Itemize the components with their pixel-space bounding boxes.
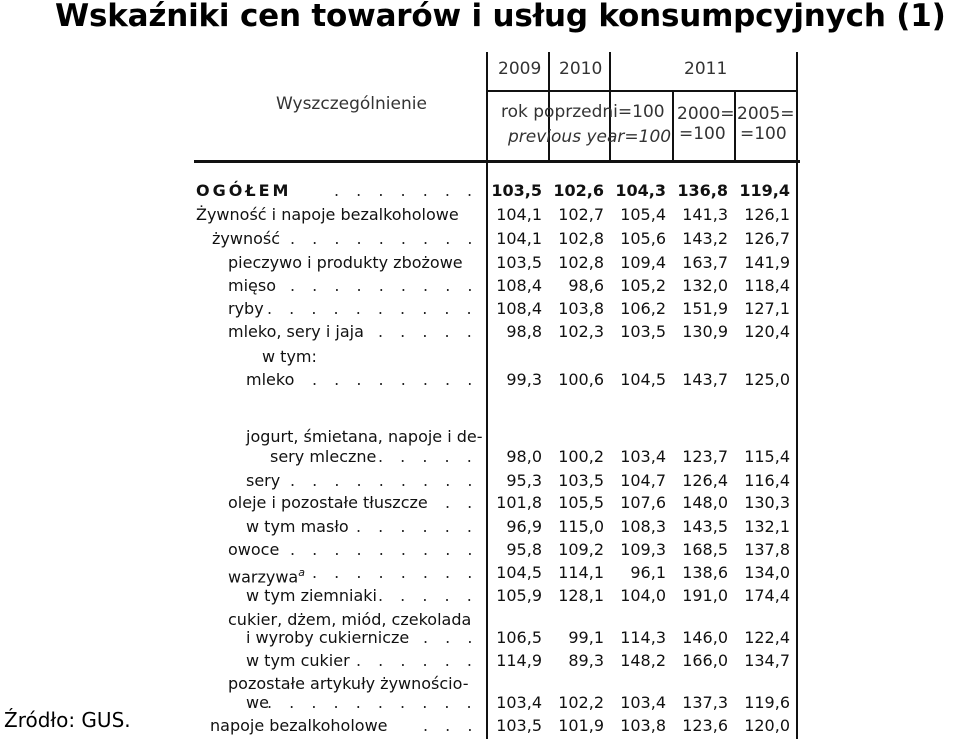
table-cell: 115,4 bbox=[744, 447, 790, 466]
table-cell: 120,4 bbox=[744, 322, 790, 341]
row-label: cukier, dżem, miód, czekolada bbox=[228, 610, 472, 629]
table-cell: 123,6 bbox=[682, 716, 728, 735]
table-cell: 128,1 bbox=[558, 586, 604, 605]
row-label: pieczywo i produkty zbożowe bbox=[228, 253, 463, 272]
table-cell: 123,7 bbox=[682, 447, 728, 466]
table-cell: 137,8 bbox=[744, 540, 790, 559]
table-cell: 105,9 bbox=[496, 586, 542, 605]
leader-dots: . . . . . . . . bbox=[312, 563, 479, 582]
row-label: napoje bezalkoholowe bbox=[210, 716, 388, 735]
table-cell: 103,5 bbox=[496, 253, 542, 272]
table-cell: 106,5 bbox=[496, 628, 542, 647]
table-cell: 148,2 bbox=[620, 651, 666, 670]
table-cell: 143,2 bbox=[682, 229, 728, 248]
table-cell: 103,4 bbox=[620, 447, 666, 466]
base-previous-year-pl: rok poprzedni=100 bbox=[501, 102, 665, 122]
row-label: oleje i pozostałe tłuszcze bbox=[228, 493, 428, 512]
table-cell: 106,2 bbox=[620, 299, 666, 318]
table-cell: 102,7 bbox=[558, 205, 604, 224]
table-cell: 102,8 bbox=[558, 229, 604, 248]
leader-dots: . . . . . . . . . bbox=[290, 229, 479, 248]
column-rule bbox=[672, 92, 674, 162]
table-cell: 101,8 bbox=[496, 493, 542, 512]
table-cell: 103,4 bbox=[496, 693, 542, 712]
table-cell: 115,0 bbox=[558, 517, 604, 536]
table-cell: 134,7 bbox=[744, 651, 790, 670]
table-cell: 119,6 bbox=[744, 693, 790, 712]
leader-dots: . . . . . . . bbox=[334, 181, 479, 200]
table-cell: 104,5 bbox=[620, 370, 666, 389]
row-label: w tym masło bbox=[246, 517, 349, 536]
row-label: warzywa$^a$ bbox=[228, 566, 305, 587]
table-cell: 127,1 bbox=[744, 299, 790, 318]
table-cell: 95,3 bbox=[506, 471, 542, 490]
table-cell: 126,1 bbox=[744, 205, 790, 224]
table-cell: 105,6 bbox=[620, 229, 666, 248]
row-label: sery mleczne bbox=[270, 447, 377, 466]
row-label: i wyroby cukiernicze bbox=[246, 628, 410, 647]
table-cell: 104,1 bbox=[496, 229, 542, 248]
row-label: pozostałe artykuły żywnościo- bbox=[228, 674, 469, 693]
base-previous-year-en: previous year=100 bbox=[508, 127, 672, 147]
leader-dots: . . . . . . . . . . bbox=[267, 693, 478, 712]
column-label: Wyszczególnienie bbox=[276, 94, 427, 114]
table-cell: 103,5 bbox=[620, 322, 666, 341]
table-cell: 125,0 bbox=[744, 370, 790, 389]
table-cell: 137,3 bbox=[682, 693, 728, 712]
table-cell: 102,3 bbox=[558, 322, 604, 341]
column-rule bbox=[734, 92, 736, 162]
row-label: mięso bbox=[228, 276, 276, 295]
row-label: mleko bbox=[246, 370, 295, 389]
table-cell: 99,3 bbox=[506, 370, 542, 389]
table-cell: 130,3 bbox=[744, 493, 790, 512]
leader-dots: . . . . . . . . . bbox=[290, 471, 479, 490]
table-cell: 114,9 bbox=[496, 651, 542, 670]
table-cell: 100,6 bbox=[558, 370, 604, 389]
leader-dots: . . . bbox=[423, 716, 479, 735]
table-cell: 99,1 bbox=[568, 628, 604, 647]
table-cell: 191,0 bbox=[682, 586, 728, 605]
table-cell: 122,4 bbox=[744, 628, 790, 647]
table-cell: 105,5 bbox=[558, 493, 604, 512]
table-cell: 126,4 bbox=[682, 471, 728, 490]
table-cell: 103,5 bbox=[491, 181, 542, 200]
table-cell: 96,1 bbox=[630, 563, 666, 582]
table-cell: 132,0 bbox=[682, 276, 728, 295]
table-cell: 104,5 bbox=[496, 563, 542, 582]
row-label: owoce bbox=[228, 540, 280, 559]
row-label: żywność bbox=[212, 229, 281, 248]
table-cell: 103,5 bbox=[558, 471, 604, 490]
base-2005-line2: =100 bbox=[740, 124, 787, 144]
table-cell: 146,0 bbox=[682, 628, 728, 647]
table-cell: 108,4 bbox=[496, 299, 542, 318]
table-cell: 114,3 bbox=[620, 628, 666, 647]
year-2009: 2009 bbox=[498, 59, 542, 79]
table-cell: 141,9 bbox=[744, 253, 790, 272]
table-cell: 148,0 bbox=[682, 493, 728, 512]
table-cell: 98,6 bbox=[568, 276, 604, 295]
leader-dots: . . . . . . . . . . bbox=[267, 299, 478, 318]
header-rule bbox=[487, 90, 797, 92]
base-2000-line2: =100 bbox=[679, 124, 726, 144]
table-cell: 104,1 bbox=[496, 205, 542, 224]
table-cell: 105,2 bbox=[620, 276, 666, 295]
table-cell: 108,4 bbox=[496, 276, 542, 295]
row-label: Żywność i napoje bezalkoholowe bbox=[196, 205, 459, 224]
table-cell: 138,6 bbox=[682, 563, 728, 582]
column-rule bbox=[796, 52, 798, 739]
row-label: w tym: bbox=[262, 347, 317, 366]
table-cell: 104,3 bbox=[615, 181, 666, 200]
table-cell: 174,4 bbox=[744, 586, 790, 605]
table-cell: 96,9 bbox=[506, 517, 542, 536]
source-note: Źródło: GUS. bbox=[4, 708, 131, 732]
table-cell: 168,5 bbox=[682, 540, 728, 559]
table-cell: 132,1 bbox=[744, 517, 790, 536]
table-cell: 109,3 bbox=[620, 540, 666, 559]
table-cell: 114,1 bbox=[558, 563, 604, 582]
leader-dots: . . . . . . . . bbox=[312, 370, 479, 389]
table-cell: 95,8 bbox=[506, 540, 542, 559]
table-cell: 102,6 bbox=[553, 181, 604, 200]
table-cell: 89,3 bbox=[568, 651, 604, 670]
year-2010: 2010 bbox=[559, 59, 603, 79]
leader-dots: . . . . . bbox=[378, 322, 478, 341]
row-label: mleko, sery i jaja bbox=[228, 322, 364, 341]
table-cell: 98,0 bbox=[506, 447, 542, 466]
table-cell: 103,4 bbox=[620, 693, 666, 712]
leader-dots: . . . . . . . . . bbox=[290, 276, 479, 295]
leader-dots: . . . . . . . . . bbox=[290, 540, 479, 559]
table-cell: 103,5 bbox=[496, 716, 542, 735]
table-cell: 118,4 bbox=[744, 276, 790, 295]
table-cell: 166,0 bbox=[682, 651, 728, 670]
leader-dots: . . . . . . bbox=[356, 651, 478, 670]
table-cell: 130,9 bbox=[682, 322, 728, 341]
table-cell: 143,7 bbox=[682, 370, 728, 389]
row-label: jogurt, śmietana, napoje i de- bbox=[246, 427, 483, 446]
table-cell: 163,7 bbox=[682, 253, 728, 272]
table-cell: 98,8 bbox=[506, 322, 542, 341]
table-cell: 143,5 bbox=[682, 517, 728, 536]
year-2011: 2011 bbox=[684, 59, 728, 79]
table-cell: 107,6 bbox=[620, 493, 666, 512]
row-label: OGÓŁEM bbox=[196, 181, 292, 200]
row-label: we bbox=[246, 693, 269, 712]
table-cell: 104,7 bbox=[620, 471, 666, 490]
leader-dots: . . bbox=[445, 493, 479, 512]
table-cell: 134,0 bbox=[744, 563, 790, 582]
table-cell: 109,4 bbox=[620, 253, 666, 272]
table-cell: 136,8 bbox=[677, 181, 728, 200]
table-cell: 109,2 bbox=[558, 540, 604, 559]
table-cell: 120,0 bbox=[744, 716, 790, 735]
page-title: Wskaźniki cen towarów i usług konsumpcyjnych (1) bbox=[55, 0, 946, 34]
row-label: w tym cukier bbox=[246, 651, 350, 670]
table-cell: 108,3 bbox=[620, 517, 666, 536]
leader-dots: . . . . . bbox=[378, 447, 478, 466]
base-2005-line1: 2005= bbox=[737, 104, 795, 124]
table-cell: 104,0 bbox=[620, 586, 666, 605]
table-cell: 101,9 bbox=[558, 716, 604, 735]
table-cell: 141,3 bbox=[682, 205, 728, 224]
table-cell: 103,8 bbox=[620, 716, 666, 735]
table-cell: 102,8 bbox=[558, 253, 604, 272]
row-label: sery bbox=[246, 471, 281, 490]
table-cell: 119,4 bbox=[739, 181, 790, 200]
table-cell: 151,9 bbox=[682, 299, 728, 318]
table-cell: 100,2 bbox=[558, 447, 604, 466]
leader-dots: . . . . . bbox=[378, 586, 478, 605]
table-cell: 116,4 bbox=[744, 471, 790, 490]
table-cell: 105,4 bbox=[620, 205, 666, 224]
table-cell: 102,2 bbox=[558, 693, 604, 712]
leader-dots: . . . bbox=[423, 628, 479, 647]
table-cell: 126,7 bbox=[744, 229, 790, 248]
table-cell: 103,8 bbox=[558, 299, 604, 318]
header-bottom-rule bbox=[194, 160, 800, 163]
row-label: w tym ziemniaki bbox=[246, 586, 377, 605]
row-label: ryby bbox=[228, 299, 264, 318]
base-2000-line1: 2000= bbox=[677, 104, 735, 124]
leader-dots: . . . . . . bbox=[356, 517, 478, 536]
